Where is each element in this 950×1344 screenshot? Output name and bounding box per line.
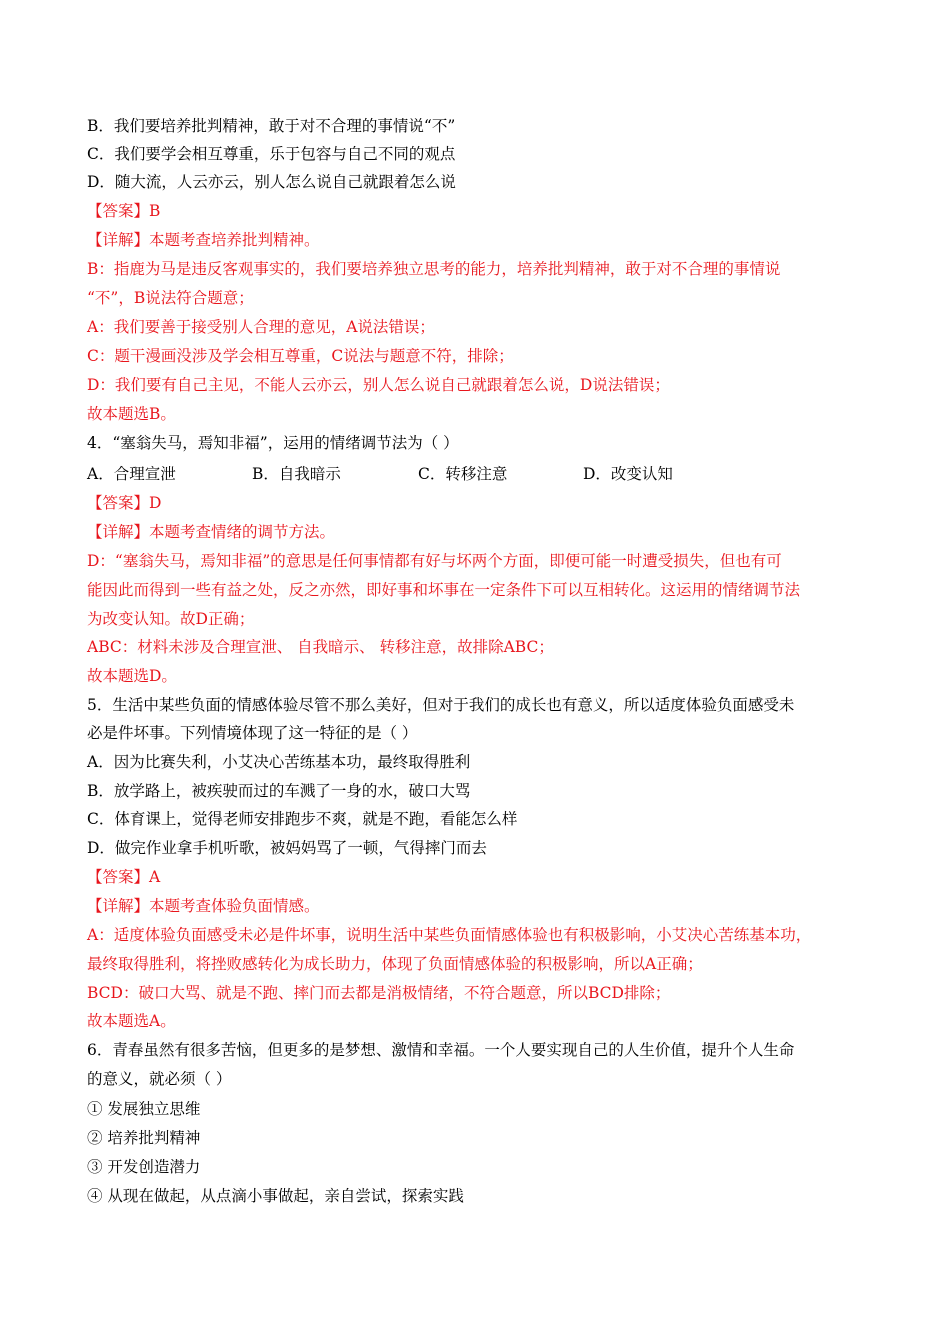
q5-explain-line: BCD：破口大骂、就是不跑、摔门而去都是消极情绪，不符合题意，所以BCD排除；	[87, 984, 671, 1002]
q5-option-c: C．体育课上，觉得老师安排跑步不爽，就是不跑，看能怎么样	[87, 810, 518, 828]
q4-conclusion: 故本题选D。	[87, 667, 177, 685]
q3-option-b: B．我们要培养批判精神，敢于对不合理的事情说“不”	[87, 117, 456, 135]
q5-stem-line: 必是件坏事。下列情境体现了这一特征的是（ ）	[87, 724, 418, 742]
q3-explain-line: A：我们要善于接受别人合理的意见，A说法错误；	[87, 318, 435, 336]
q5-option-d: D．做完作业拿手机听歌，被妈妈骂了一顿，气得摔门而去	[87, 839, 487, 857]
q4-option-d: D．改变认知	[583, 465, 673, 483]
q5-answer: 【答案】A	[87, 868, 161, 886]
q5-stem-line: 5．生活中某些负面的情感体验尽管不那么美好，但对于我们的成长也有意义，所以适度体验负面感受未	[87, 696, 795, 714]
q6-stem-line: 的意义，就必须（ ）	[87, 1070, 232, 1088]
q4-detail: 【详解】本题考查情绪的调节方法。	[87, 523, 336, 541]
q5-option-b: B．放学路上，被疾驶而过的车溅了一身的水，破口大骂	[87, 782, 471, 800]
q5-conclusion: 故本题选A。	[87, 1012, 176, 1030]
q6-item-3: ③ 开发创造潜力	[87, 1158, 201, 1176]
q6-stem-line: 6．青春虽然有很多苦恼，但更多的是梦想、激情和幸福。一个人要实现自己的人生价值，提升个人生命	[87, 1041, 795, 1059]
q6-item-2: ② 培养批判精神	[87, 1129, 201, 1147]
q3-answer: 【答案】B	[87, 202, 161, 220]
q6-item-1: ① 发展独立思维	[87, 1100, 201, 1118]
q3-explain-line: D：我们要有自己主见，不能人云亦云，别人怎么说自己就跟着怎么说，D说法错误；	[87, 376, 670, 394]
q4-option-c: C．转移注意	[418, 465, 508, 483]
q3-option-c: C．我们要学会相互尊重，乐于包容与自己不同的观点	[87, 145, 456, 163]
q4-explain-line: 为改变认知。故D正确；	[87, 610, 255, 628]
q6-item-4: ④ 从现在做起，从点滴小事做起，亲自尝试，探索实践	[87, 1187, 464, 1205]
q3-explain-line: “不”，B说法符合题意；	[87, 289, 254, 307]
q3-option-d: D．随大流，人云亦云，别人怎么说自己就跟着怎么说	[87, 173, 456, 191]
q3-explain-line: B：指鹿为马是违反客观事实的，我们要培养独立思考的能力，培养批判精神，敢于对不合理的事情说	[87, 260, 781, 278]
q4-option-a: A．合理宣泄	[87, 465, 176, 483]
q5-detail: 【详解】本题考查体验负面情感。	[87, 897, 320, 915]
q5-explain-line: 最终取得胜利，将挫败感转化为成长助力，体现了负面情感体验的积极影响，所以A正确；	[87, 955, 703, 973]
q4-explain-line: D：“塞翁失马，焉知非福”的意思是任何事情都有好与坏两个方面，即便可能一时遭受损失，但也有可	[87, 552, 782, 570]
q4-explain-line: ABC：材料未涉及合理宣泄、 自我暗示、 转移注意，故排除ABC；	[87, 638, 554, 656]
q4-answer: 【答案】D	[87, 494, 162, 512]
q5-option-a: A．因为比赛失利，小艾决心苦练基本功，最终取得胜利	[87, 753, 471, 771]
q4-option-b: B．自我暗示	[252, 465, 341, 483]
q4-explain-line: 能因此而得到一些有益之处，反之亦然，即好事和坏事在一定条件下可以互相转化。这运用的情绪调节法	[87, 581, 801, 599]
q5-explain-line: A：适度体验负面感受未必是件坏事，说明生活中某些负面情感体验也有积极影响，小艾决心苦练基本功，	[87, 926, 812, 944]
q3-explain-line: C：题干漫画没涉及学会相互尊重，C说法与题意不符，排除；	[87, 347, 514, 365]
q3-conclusion: 故本题选B。	[87, 405, 176, 423]
q3-detail: 【详解】本题考查培养批判精神。	[87, 231, 320, 249]
q4-stem: 4．“塞翁失马，焉知非福”，运用的情绪调节法为（ ）	[87, 434, 459, 452]
